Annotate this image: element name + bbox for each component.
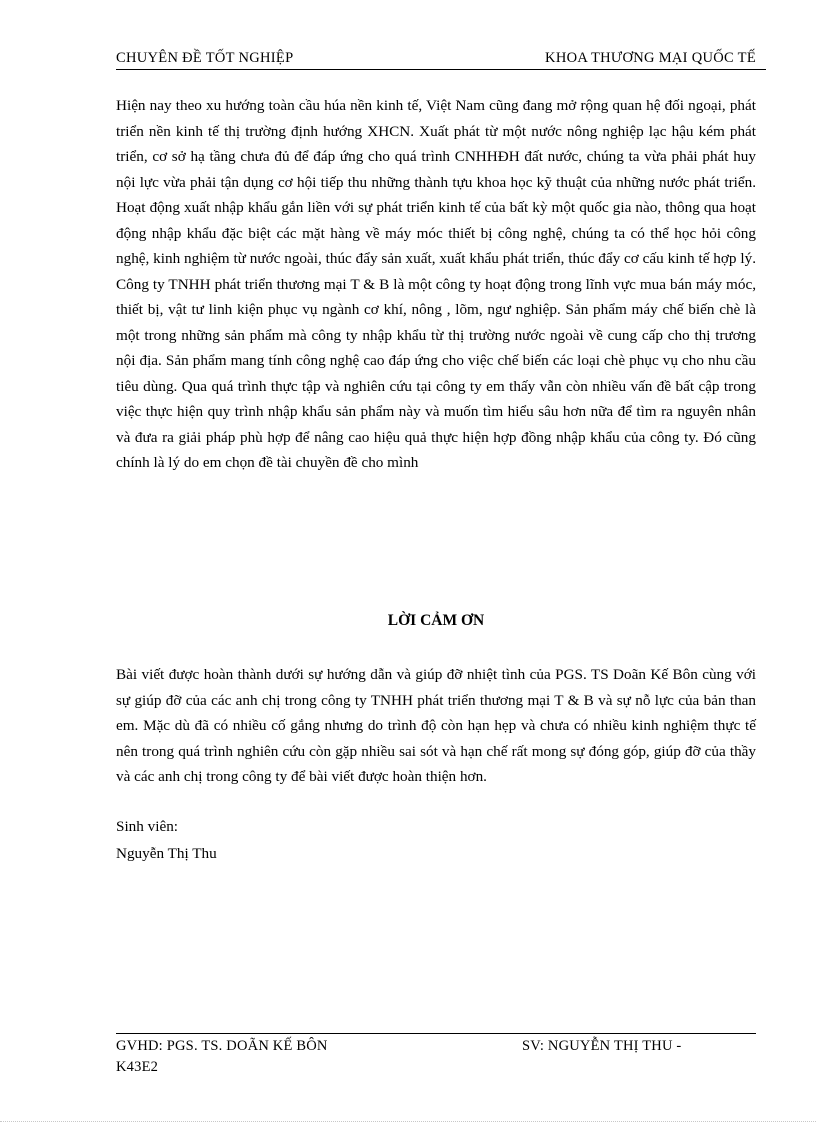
footer-student: SV: NGUYỄN THỊ THU - (522, 1038, 682, 1054)
page-bottom-edge (0, 1121, 816, 1122)
footer-advisor: GVHD: PGS. TS. DOÃN KẾ BÔN (116, 1038, 328, 1054)
acknowledgement-paragraph: Bài viết được hoàn thành dưới sự hướng dẫn và giúp đỡ nhiệt tình của PGS. TS Doãn Kế Bôn cùng với sự giúp đỡ của các anh chị trong công ty TNHH phát triển thương mại T & B và sự nỗ lực của bản than em. Mặc dù đã có nhiều cố gắng nhưng do trình độ còn hạn hẹp và chưa có nhiều kinh nghiệm thực tế nên trong quá trình nghiên cứu còn gặp nhiều sai sót và hạn chế rất mong sự đóng góp, giúp đỡ của thầy và các anh chị trong công ty để bài viết được hoàn thiện hơn. (116, 666, 756, 785)
intro-paragraph: Hiện nay theo xu hướng toàn cầu húa nền kinh tế, Việt Nam cũng đang mở rộng quan hệ đối ngoại, phát triển nền kinh tế thị trường định hướng XHCN. Xuất phát từ một nước nông nghiệp lạc hậu kém phát triển, cơ sở hạ tầng chưa đủ để đáp ứng cho quá trình CNHHĐH đất nước, chúng ta vừa phải phát huy nội lực vừa phải tận dụng cơ hội tiếp thu những thành tựu khoa học kỹ thuật của những nước phát triển. Hoạt động xuất nhập khẩu gắn liền với sự phát triển kinh tế của bất kỳ một quốc gia nào, thông qua hoạt động nhập khẩu đặc biệt các mặt hàng về máy móc thiết bị công nghệ, chúng ta có thể học hỏi công nghệ, kinh nghiệm từ nước ngoài, thúc đẩy sản xuất, xuất khẩu phát triển, thúc đẩy cơ cấu kinh tế hợp lý. Công ty TNHH phát triển thương mại T & B là một công ty hoạt động trong lĩnh vực mua bán máy móc, thiết bị, vật tư linh kiện phục vụ ngành cơ khí, nông , lõm, ngư nghiệp. Sản phẩm máy chế biến chè là một trong những sản phẩm mà công ty nhập khẩu từ thị trường nước ngoài về cung cấp cho thị trương nội địa. Sản phẩm mang tính công nghệ cao đáp ứng cho việc chế biến các loại chè phục vụ cho nhu cầu tiêu dùng. Qua quá trình thực tập và nghiên cứu tại công ty em thấy vẫn còn nhiều vấn đề bất cập trong việc thực hiện quy trình nhập khẩu sản phẩm này và muốn tìm hiểu sâu hơn nữa để tìm ra nguyên nhân và đưa ra giải pháp phù hợp để nâng cao hiệu quả thực hiện hợp đồng nhập khẩu của công ty. Đó cũng chính là lý do em chọn đề tài chuyền đề cho mình (116, 97, 756, 471)
acknowledgement-heading: LỜI CẢM ƠN (387, 612, 485, 629)
signature-label: Sinh viên: (116, 818, 179, 835)
signature-name: Nguyễn Thị Thu (116, 845, 217, 862)
footer-class-code: K43E2 (116, 1059, 159, 1075)
header-left-title: CHUYÊN ĐỀ TỐT NGHIỆP (116, 50, 294, 66)
footer-divider (116, 1033, 756, 1034)
header-right-title: KHOA THƯƠNG MẠI QUỐC TẾ (545, 50, 756, 66)
page-header (116, 50, 766, 70)
